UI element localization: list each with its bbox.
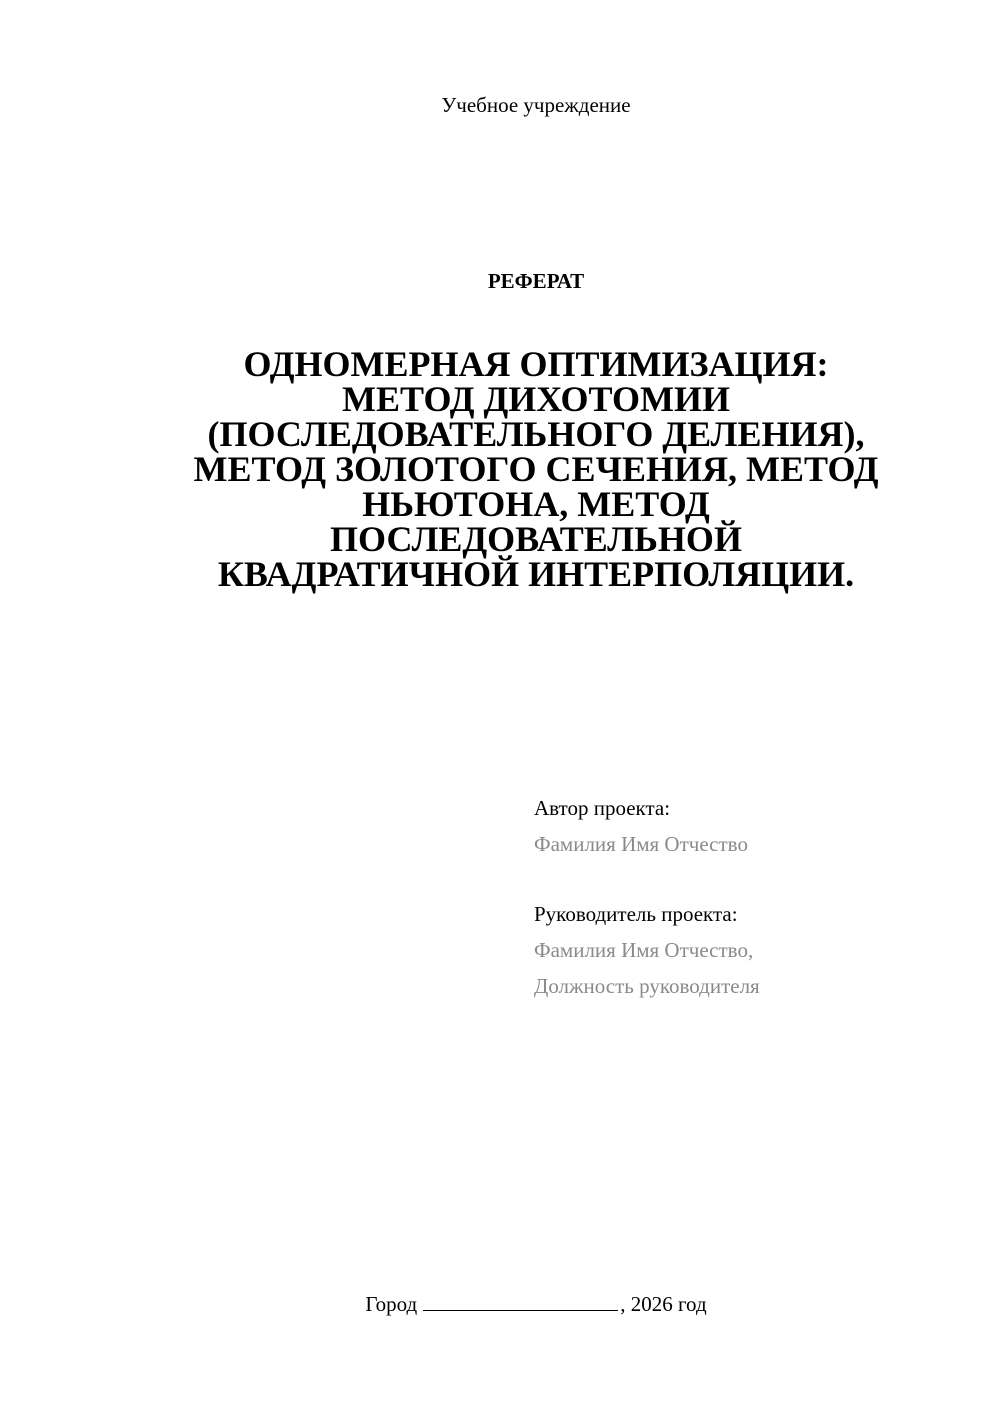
supervisor-position-placeholder: Должность руководителя bbox=[534, 974, 760, 998]
author-label: Автор проекта: bbox=[534, 796, 671, 820]
title-line-1: ОДНОМЕРНАЯ ОПТИМИЗАЦИЯ: bbox=[243, 344, 829, 384]
title-line-3: (ПОСЛЕДОВАТЕЛЬНОГО ДЕЛЕНИЯ), bbox=[207, 414, 865, 454]
city-blank-line bbox=[423, 1290, 618, 1311]
title-line-6: ПОСЛЕДОВАТЕЛЬНОЙ bbox=[330, 519, 742, 559]
title-line-5: НЬЮТОНА, МЕТОД bbox=[362, 484, 710, 524]
institution-name: Учебное учреждение bbox=[441, 93, 631, 117]
title-line-7: КВАДРАТИЧНОЙ ИНТЕРПОЛЯЦИИ. bbox=[217, 554, 855, 594]
title-line-4: МЕТОД ЗОЛОТОГО СЕЧЕНИЯ, МЕТОД bbox=[193, 449, 879, 489]
credits-spacer bbox=[534, 862, 760, 896]
document-type: РЕФЕРАТ bbox=[487, 269, 585, 293]
supervisor-label: Руководитель проекта: bbox=[534, 902, 738, 926]
credits-block bbox=[534, 790, 760, 1004]
year-text: , 2026 год bbox=[620, 1292, 707, 1316]
author-name-placeholder: Фамилия Имя Отчество bbox=[534, 832, 748, 856]
supervisor-name-placeholder: Фамилия Имя Отчество, bbox=[534, 938, 754, 962]
title-line-2: МЕТОД ДИХОТОМИИ bbox=[342, 379, 730, 419]
document-title bbox=[150, 344, 922, 594]
city-year-line bbox=[0, 1290, 1000, 1317]
city-label: Город bbox=[365, 1292, 418, 1316]
